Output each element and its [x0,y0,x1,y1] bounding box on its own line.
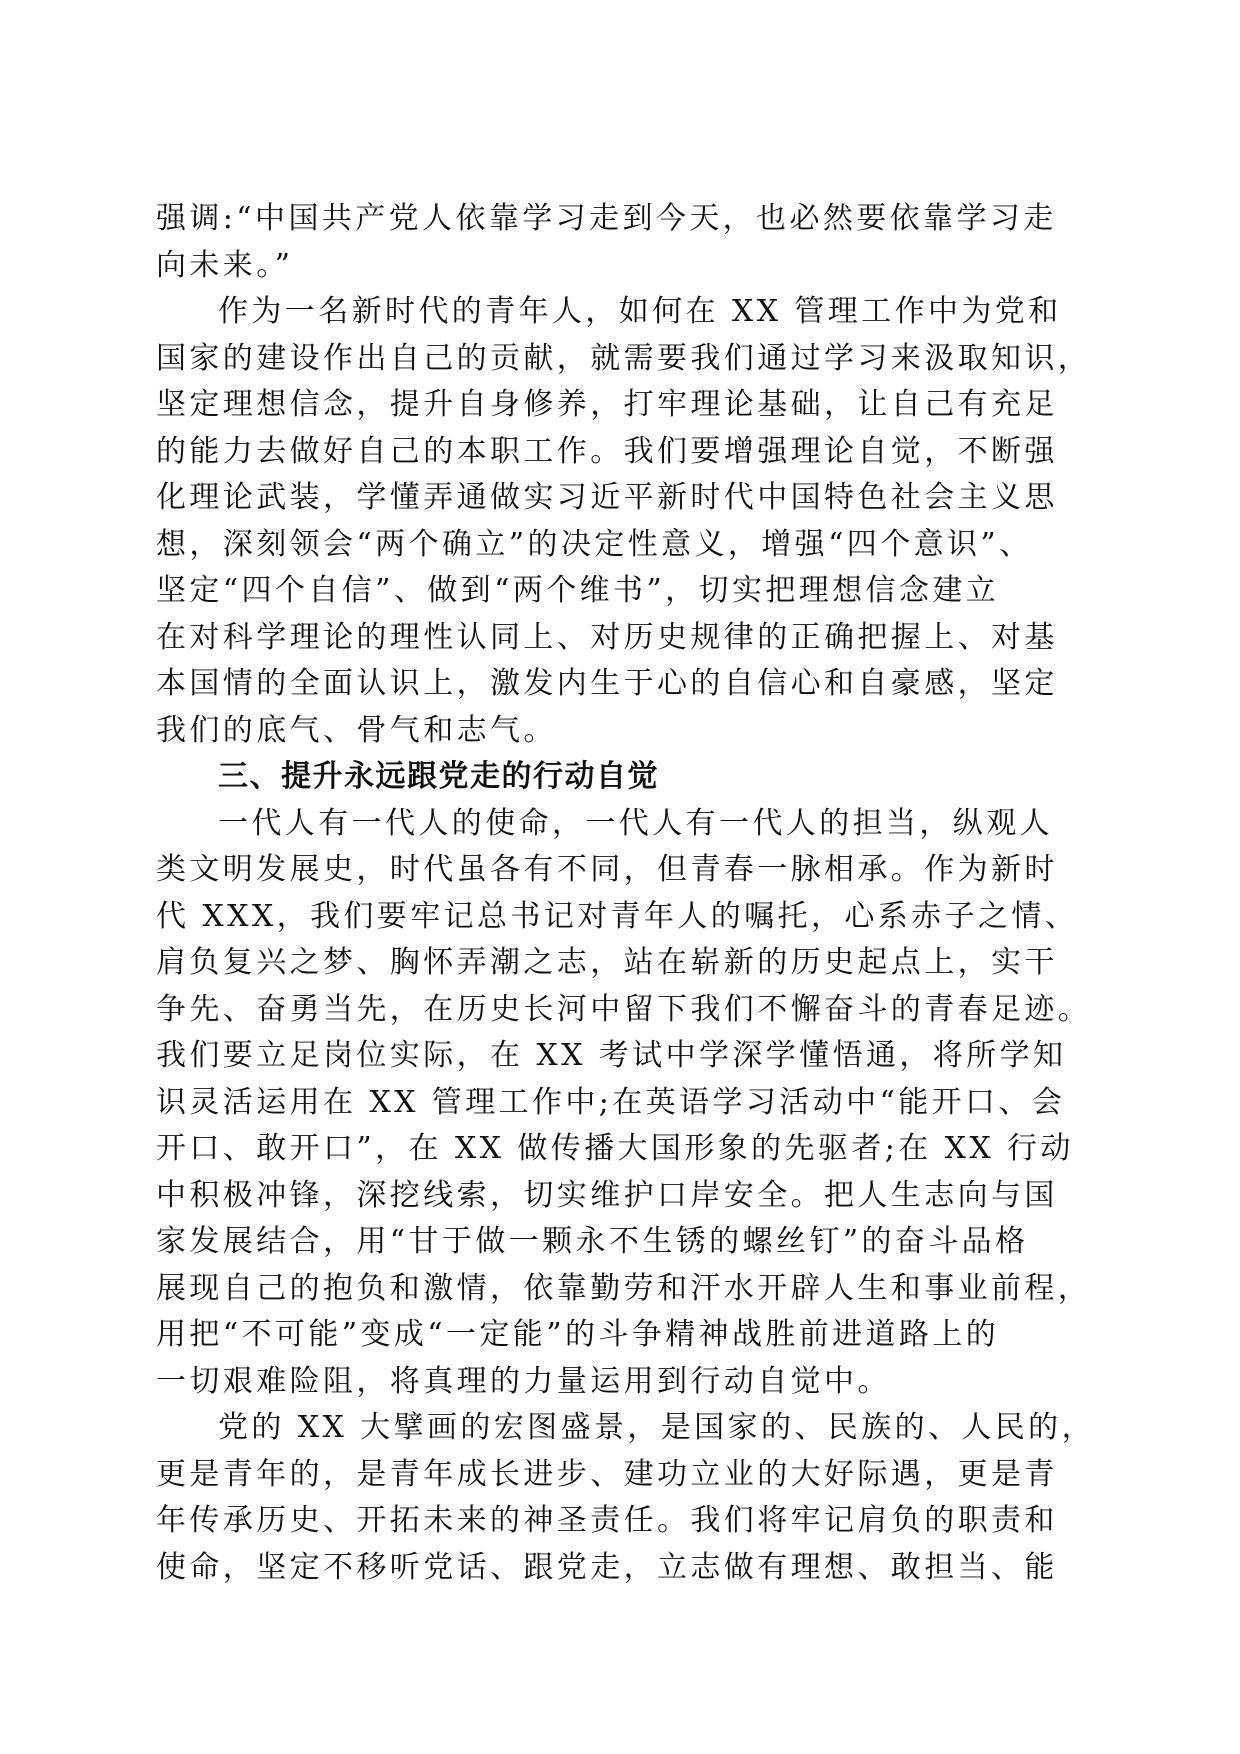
text-line: 类文明发展史，时代虽各有不同，但青春一脉相承。作为新时 [156,852,1058,887]
text-line: 化理论武装，学懂弄通做实习近平新时代中国特色社会主义思 [156,480,1058,515]
text-line: 代 XXX，我们要牢记总书记对青年人的嘱托，心系赤子之情、 [156,898,1079,934]
text-line: 一代人有一代人的使命，一代人有一代人的担当，纵观人 [218,805,1053,841]
text-line: 中积极冲锋，深挖线索，切实维护口岸安全。把人生志向与国 [156,1177,1058,1213]
document-body [156,196,1095,1591]
text-line: 向未来。” [156,247,294,283]
text-line: 想，深刻领会“两个确立”的决定性意义，增强“四个意识”、 [156,526,1033,562]
text-line: 在对科学理论的理性认同上、对历史规律的正确把握上、对基 [156,619,1058,655]
text-line: 展现自己的抱负和激情，依靠勤劳和汗水开辟人生和事业前程， [156,1270,1092,1306]
text-line: 本国情的全面认识上，激发内生于心的自信心和自豪感，坚定 [156,666,1058,701]
text-line: 用把“不可能”变成“一定能”的斗争精神战胜前进道路上的 [156,1317,1000,1352]
text-line: 争先、奋勇当先，在历史长河中留下我们不懈奋斗的青春足迹。 [156,991,1092,1027]
section-heading: 三、提升永远跟党走的行动自觉 [218,759,659,794]
text-line: 国家的建设作出自己的贡献，就需要我们通过学习来汲取知识， [156,340,1092,376]
text-line: 的能力去做好自己的本职工作。我们要增强理论自觉，不断强 [156,433,1058,469]
text-line: 一切艰难险阻，将真理的力量运用到行动自觉中。 [156,1363,891,1399]
text-line: 我们的底气、骨气和志气。 [156,712,557,748]
text-line: 党的 XX 大擘画的宏图盛景，是国家的、民族的、人民的， [218,1410,1095,1445]
text-line: 我们要立足岗位实际，在 XX 考试中学深学懂悟通，将所学知 [156,1038,1067,1073]
text-line: 坚定“四个自信”、做到“两个维书”，切实把理想信念建立 [156,573,1000,608]
text-line: 肩负复兴之梦、胸怀弄潮之志，站在崭新的历史起点上，实干 [156,945,1058,980]
text-line: 强调:“中国共产党人依靠学习走到今天，也必然要依靠学习走 [156,201,1057,236]
text-line: 作为一名新时代的青年人，如何在 XX 管理工作中为党和 [218,294,1062,329]
text-line: 年传承历史、开拓未来的神圣责任。我们将牢记肩负的职责和 [156,1503,1058,1538]
text-line: 家发展结合，用“甘于做一颗永不生锈的螺丝钉”的奋斗品格 [156,1224,1029,1259]
text-line: 开口、敢开口”，在 XX 做传播大国形象的先驱者;在 XX 行动 [156,1131,1074,1166]
text-line: 使命，坚定不移听党话、跟党走，立志做有理想、敢担当、能 [156,1549,1058,1585]
text-line: 坚定理想信念，提升自身修养，打牢理论基础，让自己有充足 [156,387,1058,422]
text-line: 识灵活运用在 XX 管理工作中;在英语学习活动中“能开口、会 [156,1084,1066,1120]
text-line: 更是青年的，是青年成长进步、建功立业的大好际遇，更是青 [156,1456,1058,1492]
